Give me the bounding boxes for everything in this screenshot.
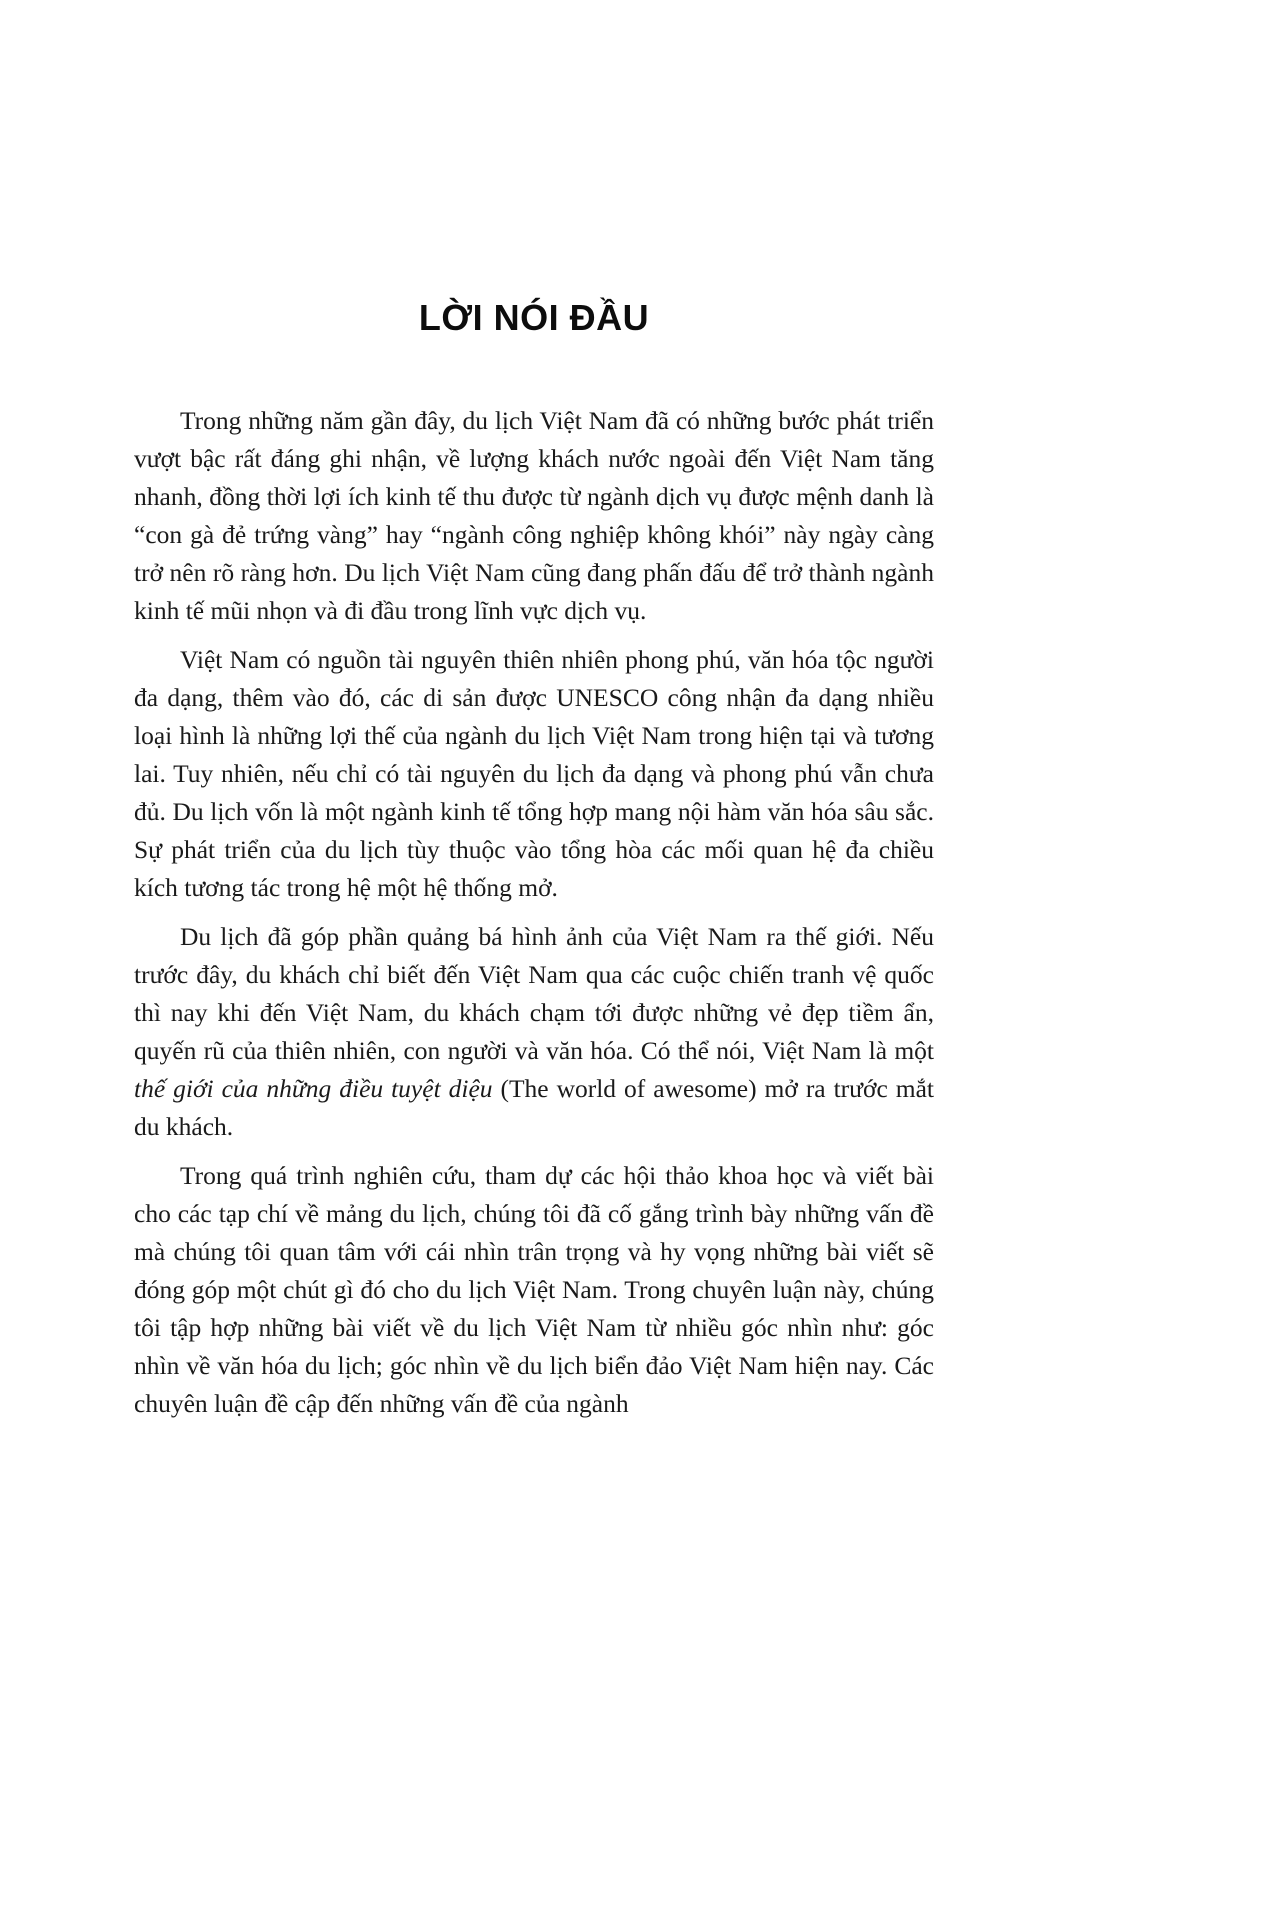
page-body bbox=[134, 402, 934, 1423]
paragraph bbox=[134, 918, 934, 1146]
text-segment: Việt Nam có nguồn tài nguyên thiên nhiên phong phú, văn hóa tộc người đa dạng, thêm vào đó, các di sản được UNESCO công nhận đa dạng nhiều loại hình là những lợi thế của ngành du lịch Việt Nam trong hiện tại và tương lai. Tuy nhiên, nếu chỉ có tài nguyên du lịch đa dạng và phong phú vẫn chưa đủ. Du lịch vốn là một ngành kinh tế tổng hợp mang nội hàm văn hóa sâu sắc. Sự phát triển của du lịch tùy thuộc vào tổng hòa các mối quan hệ đa chiều kích tương tác trong hệ một hệ thống mở. bbox=[134, 645, 934, 902]
page-title: LỜI NÓI ĐẦU bbox=[418, 297, 650, 338]
italic-phrase: thế giới của những điều tuyệt diệu bbox=[134, 1074, 493, 1103]
text-segment: Du lịch đã góp phần quảng bá hình ảnh của Việt Nam ra thế giới. Nếu trước đây, du khách chỉ biết đến Việt Nam qua các cuộc chiến tranh vệ quốc thì nay khi đến Việt Nam, du khách chạm tới được những vẻ đẹp tiềm ẩn, quyến rũ của thiên nhiên, con người và văn hóa. Có thể nói, Việt Nam là một bbox=[134, 922, 934, 1065]
text-segment: (The world of awesome) mở ra trước mắt du khách. bbox=[134, 1074, 934, 1141]
book-page bbox=[134, 296, 934, 1423]
paragraph bbox=[134, 1157, 934, 1423]
text-segment: Trong những năm gần đây, du lịch Việt Nam đã có những bước phát triển vượt bậc rất đáng ghi nhận, về lượng khách nước ngoài đến Việt Nam tăng nhanh, đồng thời lợi ích kinh tế thu được từ ngành dịch vụ được mệnh danh là “con gà đẻ trứng vàng” hay “ngành công nghiệp không khói” này ngày càng trở nên rõ ràng hơn. Du lịch Việt Nam cũng đang phấn đấu để trở thành ngành kinh tế mũi nhọn và đi đầu trong lĩnh vực dịch vụ. bbox=[134, 406, 934, 625]
text-segment: Trong quá trình nghiên cứu, tham dự các hội thảo khoa học và viết bài cho các tạp chí về mảng du lịch, chúng tôi đã cố gắng trình bày những vấn đề mà chúng tôi quan tâm với cái nhìn trân trọng và hy vọng những bài viết sẽ đóng góp một chút gì đó cho du lịch Việt Nam. Trong chuyên luận này, chúng tôi tập hợp những bài viết về du lịch Việt Nam từ nhiều góc nhìn như: góc nhìn về văn hóa du lịch; góc nhìn về du lịch biển đảo Việt Nam hiện nay. Các chuyên luận đề cập đến những vấn đề của ngành bbox=[134, 1161, 934, 1418]
paragraph bbox=[134, 402, 934, 630]
paragraph bbox=[134, 641, 934, 907]
